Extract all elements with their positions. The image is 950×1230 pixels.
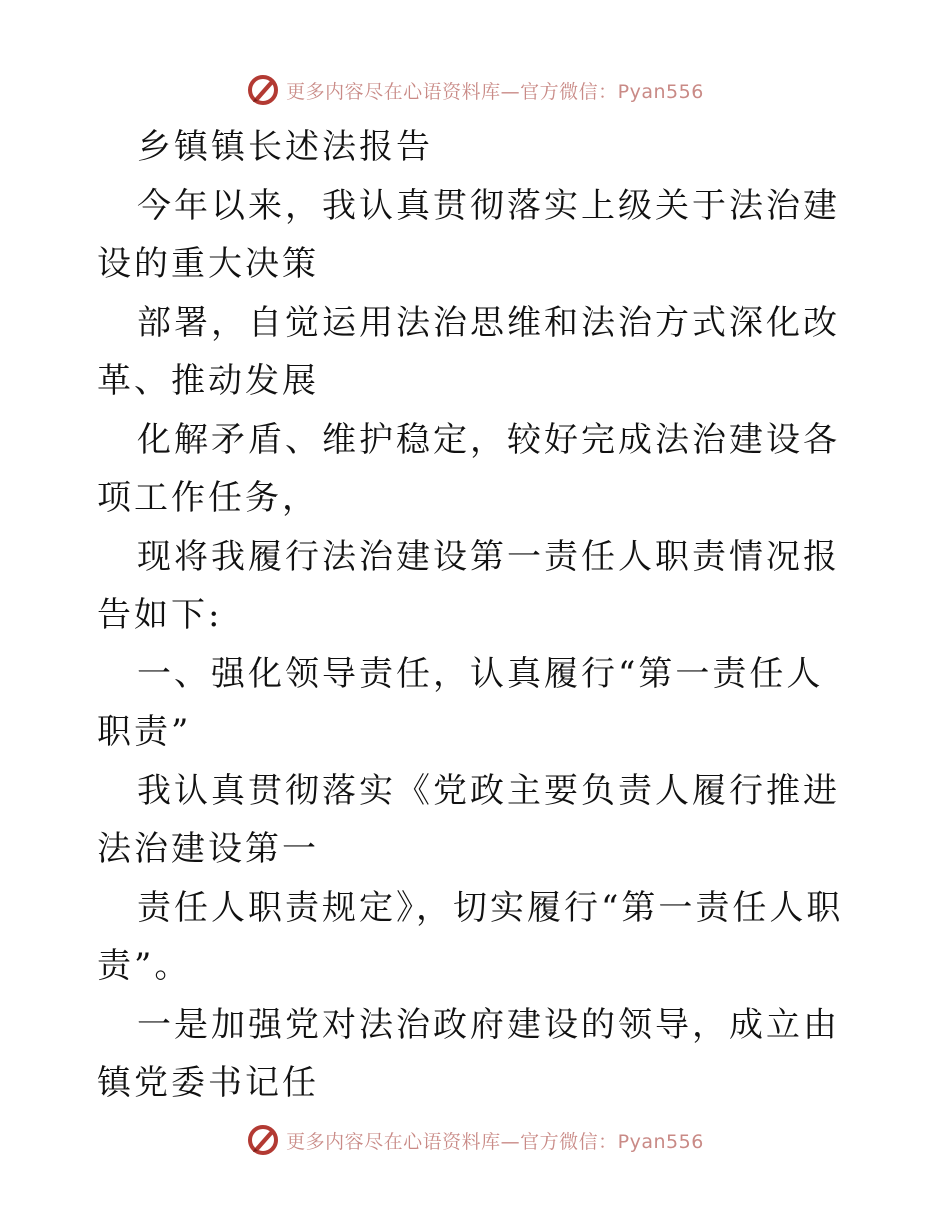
section-heading: 一、强化领导责任，认真履行“第一责任人职责” [97,653,824,752]
paragraph: 责任人职责规定》，切实履行“第一责任人职责”。 [97,887,844,986]
document-body [97,118,857,1113]
paragraph: 现将我履行法治建设第一责任人职责情况报告如下: [97,536,840,635]
watermark-text: 更多内容尽在心语资料库—官方微信：Pyan556 [286,1130,704,1153]
paragraph: 一是加强党对法治政府建设的领导，成立由镇党委书记任 [97,1004,840,1103]
paragraph: 化解矛盾、维护稳定，较好完成法治建设各项工作任务， [97,419,840,518]
red-pen-circle-logo-icon [246,73,280,107]
watermark-banner-bottom [0,1120,950,1160]
paragraph: 部署，自觉运用法治思维和法治方式深化改革、推动发展 [97,302,840,401]
watermark-text: 更多内容尽在心语资料库—官方微信：Pyan556 [286,80,704,103]
watermark-banner-top [0,70,950,110]
red-pen-circle-logo-icon [246,1123,280,1157]
document-title: 乡镇镇长述法报告 [137,127,433,167]
paragraph: 今年以来，我认真贯彻落实上级关于法治建设的重大决策 [97,185,840,284]
paragraph: 我认真贯彻落实《党政主要负责人履行推进法治建设第一 [97,770,840,869]
